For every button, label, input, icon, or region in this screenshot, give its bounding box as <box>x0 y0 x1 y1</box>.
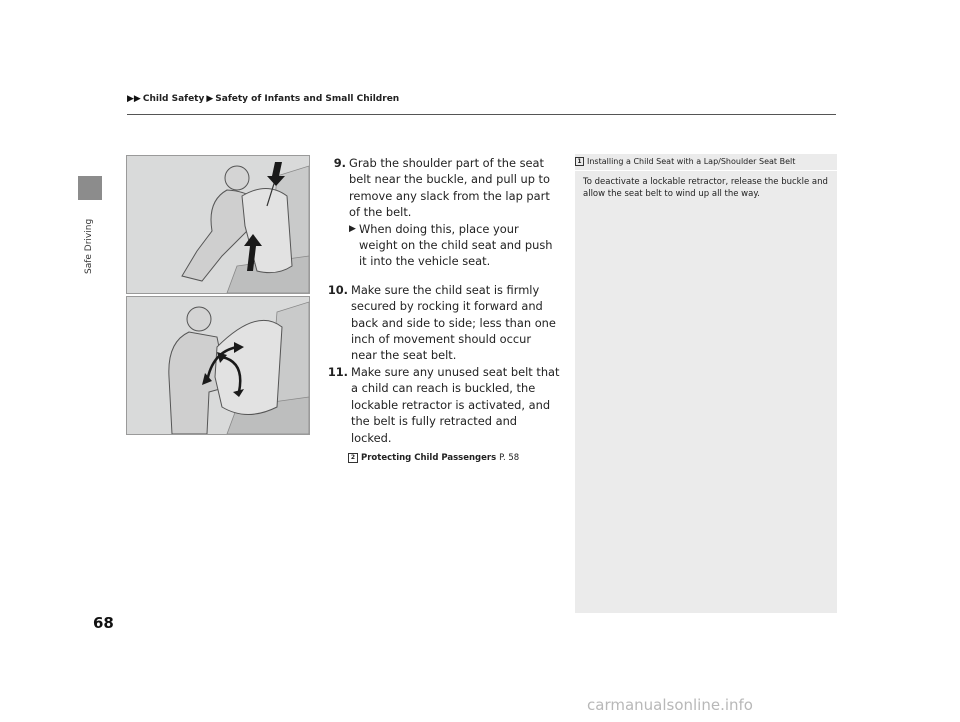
side-note-divider <box>575 170 837 171</box>
cross-reference-link[interactable] <box>348 450 560 466</box>
step-item <box>322 364 560 446</box>
section-tab-marker <box>78 176 102 200</box>
step-subnote <box>349 221 560 270</box>
side-note-title <box>575 157 795 166</box>
step-item <box>322 282 560 364</box>
reference-page: P. 58 <box>499 452 520 463</box>
side-note-body: To deactivate a lockable retractor, release the buckle and allow the seat belt to wind up all the way. <box>583 177 828 199</box>
breadcrumb-item-infants[interactable]: Safety of Infants and Small Children <box>215 94 400 104</box>
illustration-rock-child-seat <box>126 296 310 435</box>
section-tab-label: Safe Driving <box>84 218 94 274</box>
breadcrumb-arrow-icon: ▶ <box>206 94 214 104</box>
instruction-steps <box>322 155 560 466</box>
side-note-panel <box>575 154 837 613</box>
reference-title[interactable]: Protecting Child Passengers <box>361 452 497 463</box>
step-text: Grab the shoulder part of the seat belt near the buckle, and pull up to remove any slack from the lap part of the belt. <box>349 156 550 220</box>
step-subnote-text: When doing this, place your weight on the child seat and push it into the vehicle seat. <box>359 221 553 269</box>
step-text: Make sure any unused seat belt that a child can reach is buckled, the lockable retractor is activated, and the belt is fully retracted and locked. <box>351 364 560 445</box>
step-number: 10. <box>327 282 348 297</box>
header-divider <box>127 114 836 115</box>
watermark: carmanualsonline.info <box>587 696 753 714</box>
breadcrumb <box>127 94 399 104</box>
reference-icon: 2 <box>348 453 358 463</box>
step-item <box>322 155 560 221</box>
illustration-pull-seat-belt <box>126 155 310 294</box>
side-note-title-text: Installing a Child Seat with a Lap/Shoulder Seat Belt <box>587 157 796 166</box>
step-number: 11. <box>327 364 348 379</box>
breadcrumb-arrow-icon: ▶▶ <box>127 94 141 104</box>
breadcrumb-item-child-safety[interactable]: Child Safety <box>142 94 205 104</box>
note-icon: 1 <box>575 157 584 166</box>
step-number: 9. <box>333 156 346 170</box>
step-text: Make sure the child seat is firmly secured by rocking it forward and back and side to side; less than one inch of movement should occur near the seat belt. <box>351 282 556 363</box>
sub-arrow-icon: ▶ <box>349 223 356 234</box>
page-number: 68 <box>93 614 114 632</box>
